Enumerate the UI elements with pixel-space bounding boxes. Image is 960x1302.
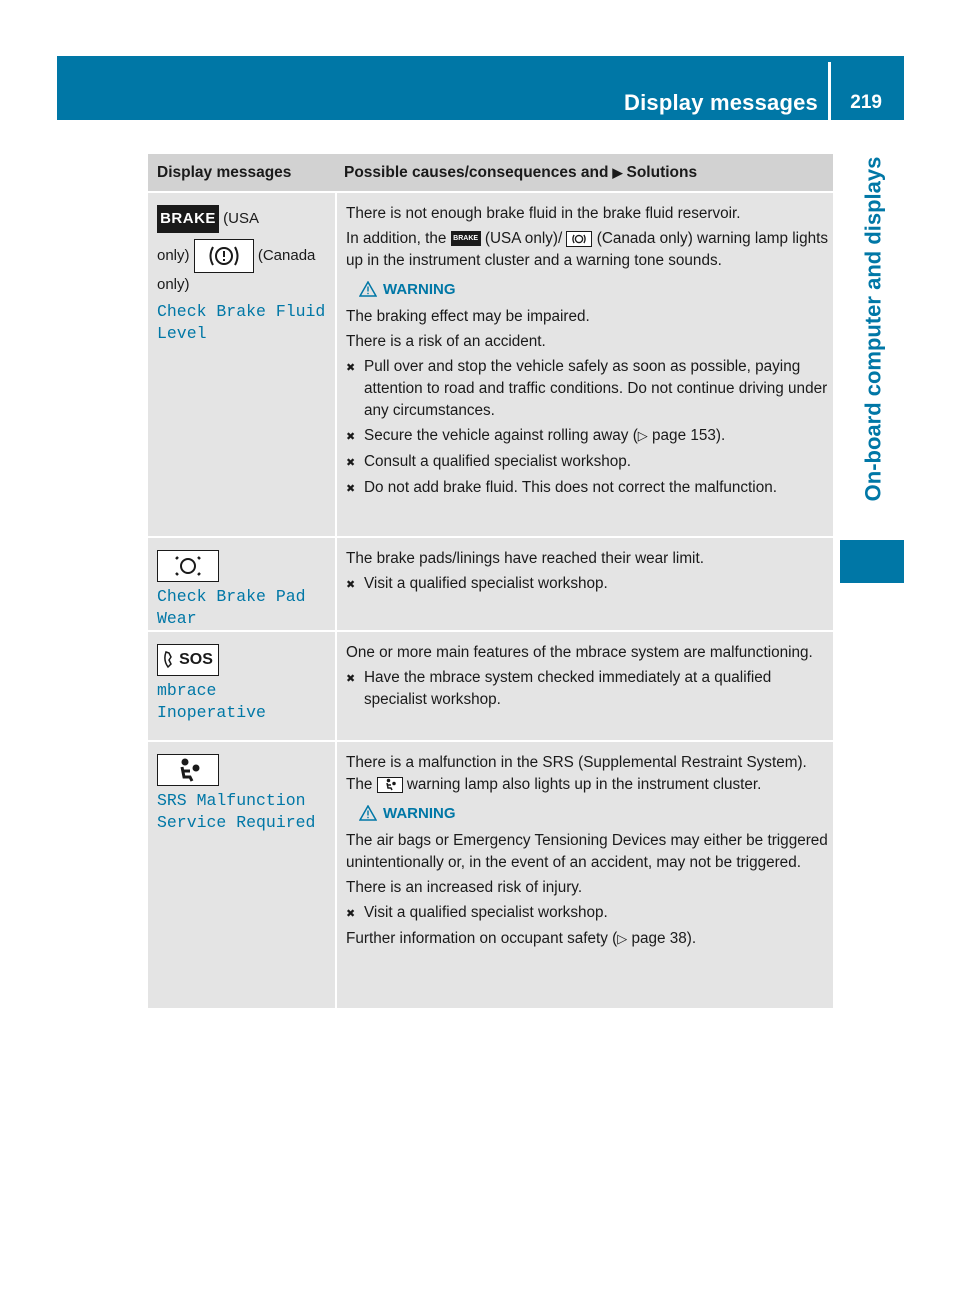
airbag-inline-icon: [377, 777, 403, 793]
solution-cell: [335, 632, 833, 740]
display-message-text: SRS Malfunction Service Required: [157, 791, 316, 832]
solution-step: ✖ Visit a qualified specialist workshop.: [346, 573, 829, 596]
warning-triangle-icon: [359, 281, 377, 297]
cause-text: The braking effect may be impaired.: [346, 308, 590, 325]
only-note: only): [157, 276, 190, 293]
solution-step: ✖ Secure the vehicle against rolling away (▷ page 153).: [346, 425, 829, 448]
page-reference[interactable]: page 153).: [652, 427, 726, 444]
canada-note: (Canada: [257, 246, 316, 264]
table-row: [148, 191, 833, 536]
solution-step: ✖ Do not add brake fluid. This does not correct the malfunction.: [346, 477, 829, 500]
step-arrow-icon: ✖: [346, 457, 356, 469]
cause-text: There is a risk of an accident.: [346, 333, 546, 350]
side-tab-label: On-board computer and displays: [860, 156, 885, 501]
column-header-solutions-label: Solutions: [626, 163, 698, 181]
step-arrow-icon: ✖: [346, 362, 356, 374]
step-arrow-icon: ✖: [346, 673, 356, 685]
display-message-text: Check Brake Fluid Level: [157, 302, 326, 343]
page-reference[interactable]: page 38).: [631, 930, 697, 947]
step-arrow-icon: ✖: [346, 579, 356, 591]
table-row: [148, 536, 833, 630]
table-row: [148, 740, 833, 1008]
usa-note: (USA: [223, 209, 260, 227]
page-header: [57, 56, 904, 120]
cause-text: One or more main features of the mbrace system are malfunctioning.: [346, 644, 813, 661]
cause-text: The air bags or Emergency Tensioning Devices may either be triggered unintentionally or, in the event of an accident, may not be triggered.: [346, 832, 828, 871]
arrow-right-icon: ▶: [612, 164, 623, 180]
table-header: [148, 154, 833, 191]
cause-text: In addition, the BRAKE (USA only)/ (Canada only) warning lamp lights up in the instrument cluster and a warning tone sounds.: [346, 230, 828, 269]
column-header-causes-label: Possible causes/consequences and: [344, 163, 609, 181]
airbag-warning-icon: [157, 754, 219, 786]
solution-cell: [335, 538, 833, 630]
message-cell: [148, 632, 335, 740]
side-tab-marker: [840, 540, 904, 583]
solution-step: ✖ Consult a qualified specialist workshop.: [346, 451, 829, 474]
header-divider: [828, 62, 831, 120]
section-title: Display messages: [624, 90, 818, 115]
only-note: only): [157, 246, 190, 264]
solution-step: ✖ Have the mbrace system checked immediately at a qualified specialist workshop.: [346, 667, 829, 711]
brake-pad-wear-icon: [157, 550, 219, 582]
cause-text: There is an increased risk of injury.: [346, 879, 583, 896]
sos-phone-icon: SOS: [157, 644, 219, 676]
cause-text: There is not enough brake fluid in the brake fluid reservoir.: [346, 205, 741, 222]
cause-text: There is a malfunction in the SRS (Supplemental Restraint System). The warning lamp also lights up in the instrument cluster.: [346, 754, 807, 793]
solution-cell: [335, 193, 833, 536]
column-header-causes: [335, 164, 833, 182]
cause-text: The brake pads/linings have reached their wear limit.: [346, 550, 704, 567]
brake-circle-warning-icon: [194, 239, 254, 273]
warning-triangle-icon: [359, 805, 377, 821]
message-cell: [148, 742, 335, 1008]
solution-cell: [335, 742, 833, 1008]
step-arrow-icon: ✖: [346, 431, 356, 443]
warning-label: WARNING: [359, 278, 829, 300]
display-message-text: mbrace Inoperative: [157, 681, 266, 722]
brake-inline-icon: BRAKE: [451, 231, 481, 246]
table-row: [148, 630, 833, 740]
message-cell: [148, 538, 335, 630]
page-ref-icon: ▷: [637, 428, 648, 443]
cause-text: Further information on occupant safety (▷ page 38).: [346, 930, 697, 947]
page-number: 219: [850, 92, 882, 113]
page-ref-icon: ▷: [617, 931, 628, 946]
display-messages-table: [148, 154, 833, 1008]
warning-label: WARNING: [359, 802, 829, 824]
brake-warning-icon: BRAKE: [157, 205, 219, 233]
step-arrow-icon: ✖: [346, 483, 356, 495]
solution-step: ✖ Visit a qualified specialist workshop.: [346, 902, 829, 925]
brake-circle-inline-icon: [566, 231, 592, 247]
message-cell: [148, 193, 335, 536]
column-header-messages: Display messages: [157, 163, 292, 181]
side-tab: [840, 121, 906, 536]
solution-step: ✖ Pull over and stop the vehicle safely as soon as possible, paying attention to road and traffic conditions. Do not continue driving under any circumstances.: [346, 356, 829, 422]
step-arrow-icon: ✖: [346, 908, 356, 920]
display-message-text: Check Brake Pad Wear: [157, 587, 306, 628]
